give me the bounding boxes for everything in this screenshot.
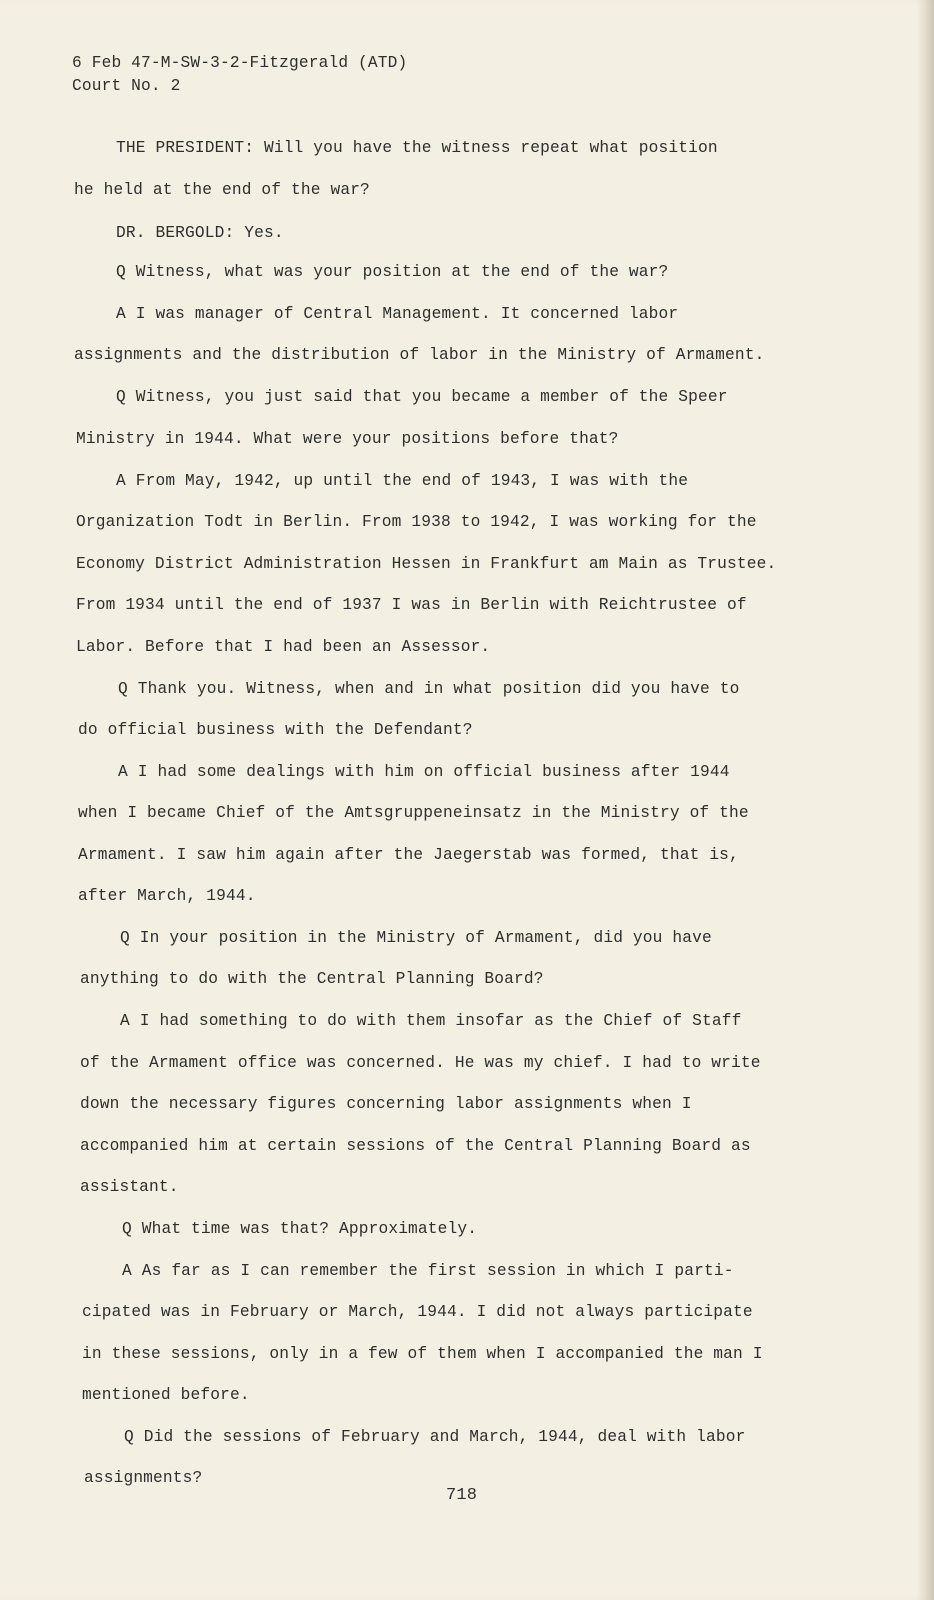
text-line: cipated was in February or March, 1944. I did not always participate: [82, 1303, 753, 1321]
text-line: Q Thank you. Witness, when and in what position did you have to: [118, 680, 740, 698]
text-line: A From May, 1942, up until the end of 1943, I was with the: [116, 472, 689, 490]
text-line: Organization Todt in Berlin. From 1938 to 1942, I was working for the: [76, 513, 757, 531]
text-line: A As far as I can remember the first session in which I parti-: [122, 1262, 734, 1280]
text-line: after March, 1944.: [78, 887, 256, 905]
text-line: Q Witness, you just said that you became a member of the Speer: [116, 388, 728, 406]
text-line: THE PRESIDENT: Will you have the witness repeat what position: [116, 139, 718, 157]
text-line: Q In your position in the Ministry of Armament, did you have: [120, 929, 712, 947]
text-line: down the necessary figures concerning labor assignments when I: [80, 1095, 692, 1113]
header-reference: 6 Feb 47-M-SW-3-2-Fitzgerald (ATD): [72, 54, 408, 72]
text-line: assignments and the distribution of labor in the Ministry of Armament.: [74, 346, 765, 364]
text-line: in these sessions, only in a few of them when I accompanied the man I: [82, 1345, 763, 1363]
text-line: A I had some dealings with him on official business after 1944: [118, 763, 730, 781]
text-line: of the Armament office was concerned. He was my chief. I had to write: [80, 1054, 761, 1072]
text-line: accompanied him at certain sessions of the Central Planning Board as: [80, 1137, 751, 1155]
text-line: anything to do with the Central Planning Board?: [80, 970, 544, 988]
text-line: From 1934 until the end of 1937 I was in Berlin with Reichtrustee of: [76, 596, 747, 614]
text-line: Economy District Administration Hessen in Frankfurt am Main as Trustee.: [76, 555, 777, 573]
text-line: Armament. I saw him again after the Jaegerstab was formed, that is,: [78, 846, 739, 864]
text-line: Q Did the sessions of February and March, 1944, deal with labor: [124, 1428, 746, 1446]
text-line: A I had something to do with them insofar as the Chief of Staff: [120, 1012, 742, 1030]
text-line: DR. BERGOLD: Yes.: [116, 224, 284, 242]
header-court: Court No. 2: [72, 77, 181, 95]
text-line: Q What time was that? Approximately.: [122, 1220, 478, 1238]
text-line: when I became Chief of the Amtsgruppeneinsatz in the Ministry of the: [78, 804, 749, 822]
text-line: Labor. Before that I had been an Assessor.: [76, 638, 491, 656]
text-line: mentioned before.: [82, 1386, 250, 1404]
text-line: assignments?: [84, 1469, 203, 1487]
text-line: he held at the end of the war?: [74, 181, 370, 199]
text-line: do official business with the Defendant?: [78, 721, 473, 739]
text-line: Q Witness, what was your position at the end of the war?: [116, 263, 669, 281]
text-line: assistant.: [80, 1178, 179, 1196]
text-line: Ministry in 1944. What were your positions before that?: [76, 430, 619, 448]
page-edge-shadow: [916, 0, 934, 1600]
page-number: 718: [446, 1486, 478, 1505]
text-line: A I was manager of Central Management. It concerned labor: [116, 305, 679, 323]
